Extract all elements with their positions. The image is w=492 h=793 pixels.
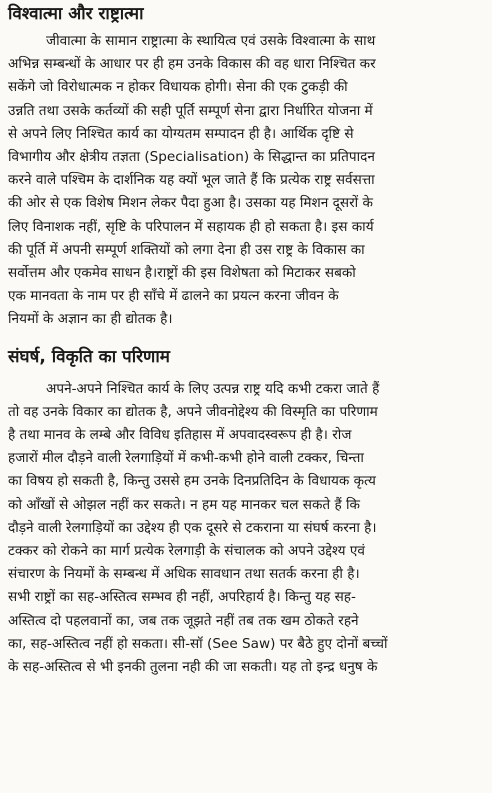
text-line: टक्कर को रोकने का मार्ग प्रत्येक रेलगाड़ी के संचालक को अपने उद्देश्य एवं	[8, 543, 365, 560]
text-line: है तथा मानव के लम्बे और विविध इतिहास में अपवादस्वरूप ही है। रोज	[8, 427, 352, 444]
text-line: का, सह-अस्तित्व नहीं हो सकता। सी-सॉ (See Saw) पर बैठे हुए दोनों बच्चों	[8, 635, 388, 652]
text-line: लिए विनाशक नहीं, सृष्टि के परिपालन में सहायक ही हो सकता है। इस कार्य	[8, 218, 374, 235]
text-line: का विषय हो सकती है, किन्तु उससे हम उनके दिनप्रतिदिन के विधायक कृत्य	[8, 473, 376, 490]
text-line: जीवात्मा के सामान राष्ट्रात्मा के स्थायित्व एवं उसके विश्वात्मा के साथ	[46, 33, 376, 49]
text-line: एक मानवता के नाम पर ही साँचे में ढालने का प्रयत्न करना जीवन के	[8, 288, 339, 305]
text-line: अपने-अपने निश्चित कार्य के लिए उत्पन्न राष्ट्र यदि कभी टकरा जाते हैं	[46, 380, 380, 397]
section-heading-2: संघर्ष, विकृति का परिणाम	[8, 346, 170, 367]
document-page	[0, 3, 492, 793]
text-line: हजारों मील दौड़ने वाली रेलगाड़ियों में कभी-कभी होने वाली टक्कर, चिन्ता	[8, 450, 364, 467]
section-heading-1: विश्वात्मा और राष्ट्रात्मा	[8, 4, 144, 24]
section-1-paragraph	[6, 30, 486, 332]
text-line: अभिन्न सम्बन्धों के आधार पर ही हम उनके विकास की वह धारा निश्चित कर	[8, 56, 376, 73]
text-line: को आँखों से ओझल नहीं कर सकते। न हम यह मानकर चल सकते हैं कि	[8, 496, 360, 513]
text-line: दौड़ने वाली रेलगाड़ियों का उद्देश्य ही एक दूसरे से टकराना या संघर्ष करना है।	[8, 519, 377, 536]
text-line: उन्नति तथा उसके कर्तव्यों की सही पूर्ति सम्पूर्ण सेना द्वारा निर्धारित योजना में	[8, 102, 373, 119]
text-line: से अपने लिए निश्चित कार्य का योग्यतम सम्पादन ही है। आर्थिक दृष्टि से	[8, 125, 354, 142]
text-line: सर्वोत्तम और एकमेव साधन है।राष्ट्रों की इस विशेषता को मिटाकर सबको	[8, 265, 356, 282]
text-line: सभी राष्ट्रों का सह-अस्तित्व सम्भव ही नहीं, अपरिहार्य है। किन्तु यह सह-	[8, 589, 356, 606]
text-line: विभागीय और क्षेत्रीय तज्ञता (Specialisation) के सिद्धान्त का प्रतिपादन	[8, 149, 375, 166]
text-line: करने वाले पश्चिम के दार्शनिक यह क्यों भूल जाते हैं कि प्रत्येक राष्ट्र सर्वसत्ता	[8, 172, 375, 189]
text-line: के सह-अस्तित्व से भी इनकी तुलना नही की जा सकती। यह तो इन्द्र धनुष के	[8, 659, 378, 676]
text-line: अस्तित्व दो पहलवानों का, जब तक जूझते नहीं तब तक खम ठोकते रहने	[8, 612, 359, 629]
text-line: नियमों के अज्ञान का ही द्योतक है।	[8, 311, 173, 328]
text-line: संचारण के नियमों के सम्बन्ध में अधिक सावधान तथा सतर्क करना ही है।	[8, 566, 360, 583]
text-line: तो वह उनके विकार का द्योतक है, अपने जीवनोद्देश्य की विस्मृति का परिणाम	[8, 403, 378, 420]
text-line: की पूर्ति में अपनी सम्पूर्ण शक्तियों को लगा देना ही उस राष्ट्र के विकास का	[8, 241, 365, 258]
text-line: की ओर से एक विशेष मिशन लेकर पैदा हुआ है। उसका यह मिशन दूसरों के	[8, 195, 373, 212]
section-2-paragraph	[6, 378, 486, 680]
text-line: सकेंगे जो विरोधात्मक न होकर विधायक होगी। सेना की एक टुकड़ी की	[8, 79, 348, 96]
